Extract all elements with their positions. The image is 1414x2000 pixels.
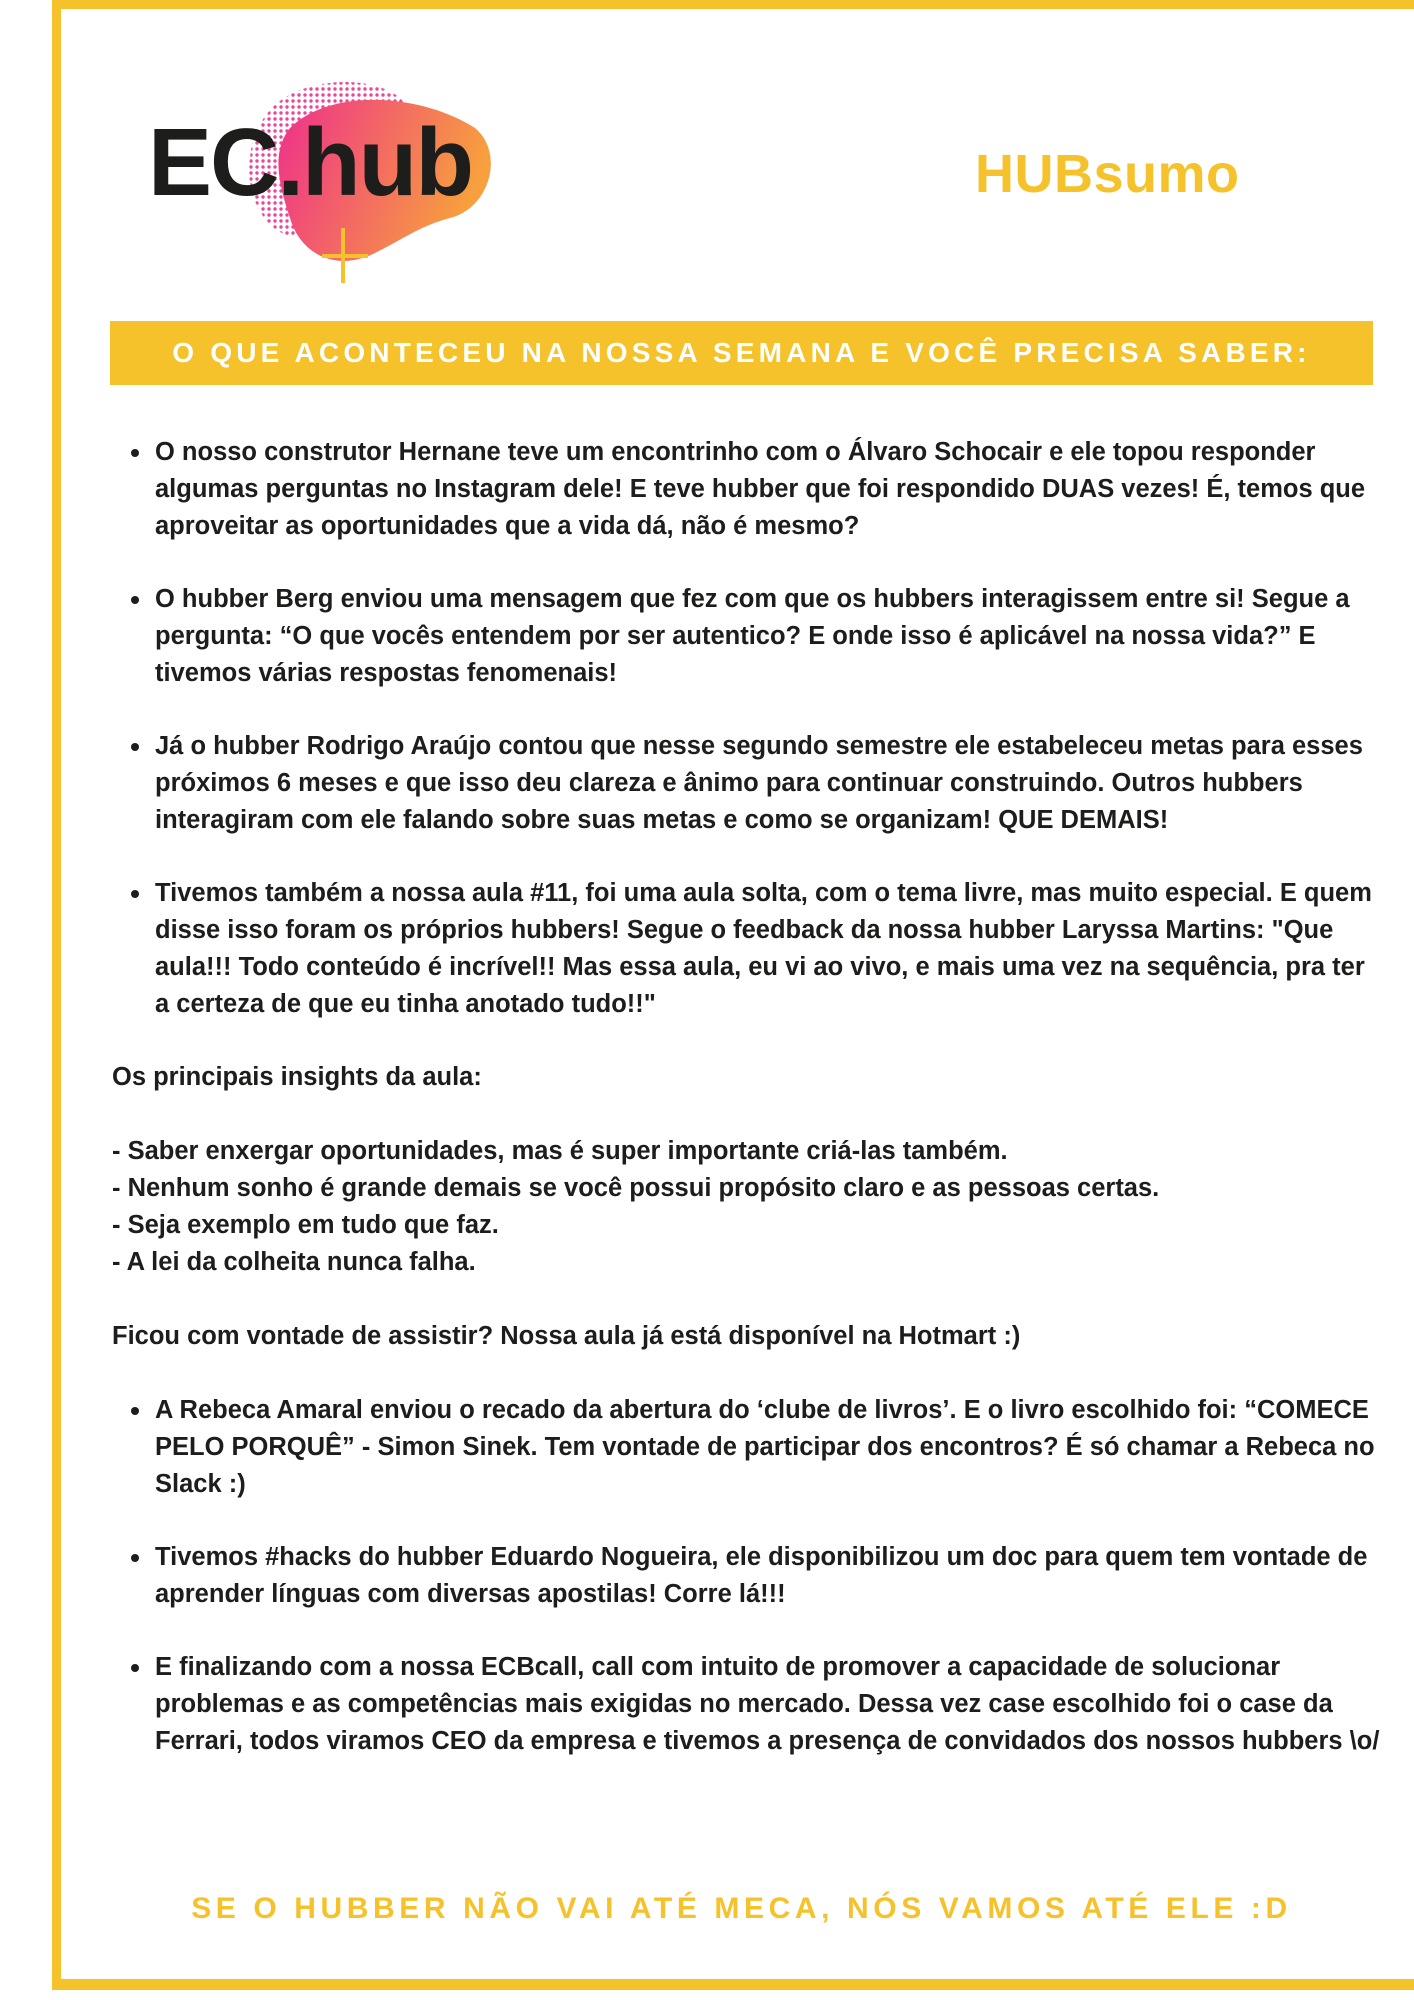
insight-item: - Nenhum sonho é grande demais se você possui propósito claro e as pessoas certas.	[112, 1174, 1160, 1202]
list-item: Já o hubber Rodrigo Araújo contou que nesse segundo semestre ele estabeleceu metas para esses próximos 6 meses e que isso deu clareza e ânimo para continuar construindo. Outros hubbers interagiram com ele falando sobre suas metas e como se organizam! QUE DEMAIS!	[112, 728, 1384, 839]
list-item: O nosso construtor Hernane teve um encontrinho com o Álvaro Schocair e ele topou responder algumas perguntas no Instagram dele! E teve hubber que foi respondido DUAS vezes! É, temos que aproveitar as oportunidades que a vida dá, não é mesmo?	[112, 434, 1384, 545]
page-title: HUBsumo	[975, 144, 1240, 204]
newsletter-body	[112, 434, 1384, 1760]
hotmart-cta: Ficou com vontade de assistir? Nossa aula já está disponível na Hotmart :)	[112, 1322, 1021, 1350]
list-item: Tivemos #hacks do hubber Eduardo Nogueira, ele disponibilizou um doc para quem tem vontade de aprender línguas com diversas apostilas! Corre lá!!!	[112, 1539, 1384, 1613]
section-banner	[110, 321, 1373, 385]
echub-logo	[140, 68, 500, 288]
news-list	[112, 434, 1384, 1023]
list-item: A Rebeca Amaral enviou o recado da abertura do ‘clube de livros’. E o livro escolhido foi: “COMECE PELO PORQUÊ” - Simon Sinek. Tem vontade de participar dos encontros? É só chamar a Rebeca no Slack :)	[112, 1392, 1384, 1503]
more-news-list	[112, 1392, 1384, 1760]
insights-list	[112, 1133, 1384, 1281]
insight-item: - Saber enxergar oportunidades, mas é super importante criá-las também.	[112, 1137, 1008, 1165]
insights-heading: Os principais insights da aula:	[112, 1063, 482, 1091]
list-item: E finalizando com a nossa ECBcall, call com intuito de promover a capacidade de solucionar problemas e as competências mais exigidas no mercado. Dessa vez case escolhido foi o case da Ferrari, todos viramos CEO da empresa e tivemos a presença de convidados dos nossos hubbers \o/	[112, 1649, 1384, 1760]
footer-tagline: SE O HUBBER NÃO VAI ATÉ MECA, NÓS VAMOS ATÉ ELE :D	[191, 1892, 1292, 1925]
logo-wordmark: EC.hub	[148, 109, 472, 216]
list-item: Tivemos também a nossa aula #11, foi uma aula solta, com o tema livre, mas muito especial. E quem disse isso foram os próprios hubbers! Segue o feedback da nossa hubber Laryssa Martins: "Que aula!!! Todo conteúdo é incrível!! Mas essa aula, eu vi ao vivo, e mais uma vez na sequência, pra ter a certeza de que eu tinha anotado tudo!!"	[112, 875, 1384, 1023]
insight-item: - Seja exemplo em tudo que faz.	[112, 1211, 499, 1239]
section-banner-text: O QUE ACONTECEU NA NOSSA SEMANA E VOCÊ PRECISA SABER:	[172, 337, 1311, 368]
list-item: O hubber Berg enviou uma mensagem que fez com que os hubbers interagissem entre si! Segue a pergunta: “O que vocês entendem por ser autentico? E onde isso é aplicável na nossa vida?” E tivemos várias respostas fenomenais!	[112, 581, 1384, 692]
insight-item: - A lei da colheita nunca falha.	[112, 1248, 476, 1276]
